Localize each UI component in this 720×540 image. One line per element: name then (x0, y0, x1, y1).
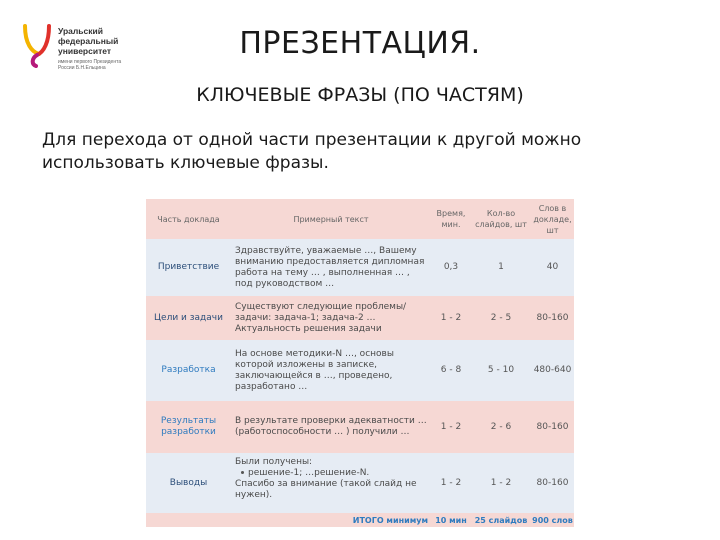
header-time: Время, мин. (436, 209, 466, 229)
row-text: Здравствуйте, уважаемые …, Вашему вниманию предоставляется дипломная работа на тему … , выполненная … , под руководством … (235, 245, 425, 289)
row-part: Цели и задачи (154, 312, 223, 323)
total-label: ИТОГО минимум (352, 515, 428, 525)
row-slides: 1 (498, 262, 504, 272)
table-total-row (146, 513, 574, 527)
header-words: Слов в докладе, шт (533, 203, 572, 235)
total-slides: 25 слайдов (474, 515, 528, 525)
body-text: Для перехода от одной части презентации к другой можно использовать ключевые фразы. (42, 130, 582, 173)
table-row (146, 239, 574, 296)
slide-subtitle: КЛЮЧЕВЫЕ ФРАЗЫ (ПО ЧАСТЯМ) (196, 84, 524, 106)
row-slides: 2 - 5 (490, 312, 512, 323)
table-header-row (146, 199, 574, 239)
header-part: Часть доклада (157, 214, 220, 224)
table-row (146, 340, 574, 401)
logo-line: федеральный (58, 36, 119, 46)
logo-line: Уральский (58, 26, 103, 36)
logo-subtext: имени первого Президента России Б.Н.Ельцина (58, 59, 122, 71)
row-slides: 1 - 2 (490, 477, 512, 488)
row-text: На основе методики-N …, основы которой изложены в записке, заключающейся в …, проведено, разработано … (235, 348, 394, 392)
row-text-line: решение-1; …решение-N. (248, 468, 370, 478)
row-part: Разработка (161, 365, 216, 375)
table-row (146, 401, 574, 453)
row-words: 80-160 (536, 312, 569, 323)
table-row (146, 296, 574, 340)
row-text-bullet-line (235, 468, 427, 479)
row-time: 1 - 2 (440, 477, 462, 488)
row-text-line: Были получены: (235, 457, 313, 467)
header-slides: Кол-во слайдов, шт (475, 209, 527, 229)
logo-line: университет (58, 46, 112, 56)
total-words: 900 слов (532, 515, 573, 525)
row-words: 480-640 (533, 365, 572, 375)
bullet-icon (241, 471, 244, 474)
row-time: 0,3 (443, 262, 459, 272)
row-text: Существуют следующие проблемы/задачи: задача-1; задача-2 … Актуальность решения задачи (235, 301, 407, 334)
table-row (146, 453, 574, 513)
row-part: Результаты разработки (160, 416, 217, 437)
row-words: 80-160 (536, 477, 569, 488)
row-text-multiline (231, 453, 431, 513)
row-time: 1 - 2 (440, 421, 462, 432)
row-slides: 5 - 10 (487, 365, 515, 375)
row-slides: 2 - 6 (490, 421, 512, 432)
row-text: В результате проверки адекватности … (работоспособности … ) получили … (235, 416, 427, 437)
row-time: 6 - 8 (440, 365, 462, 375)
row-words: 80-160 (536, 421, 569, 432)
slide-title: ПРЕЗЕНТАЦИЯ. (239, 26, 481, 61)
total-time: 10 мин (435, 515, 467, 525)
row-text-line: Спасибо за внимание (такой слайд не нужен). (235, 479, 417, 500)
header-text: Примерный текст (293, 214, 369, 224)
key-phrases-table (146, 199, 574, 527)
row-part: Выводы (169, 477, 208, 488)
row-part: Приветствие (157, 262, 220, 272)
row-time: 1 - 2 (440, 312, 462, 323)
row-words: 40 (546, 262, 559, 272)
